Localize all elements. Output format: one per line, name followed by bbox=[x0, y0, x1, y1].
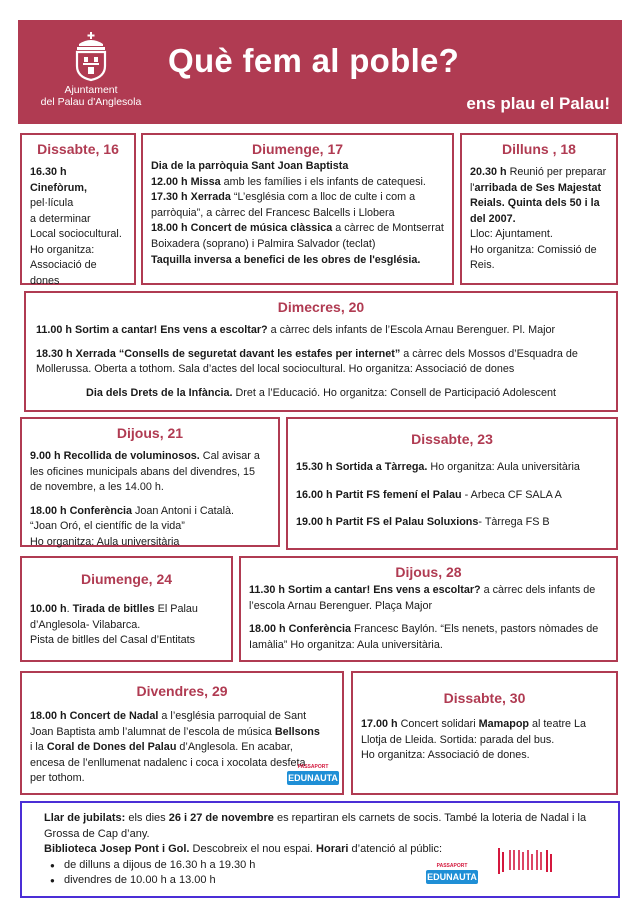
event-item: 12.00 h Missa amb les famílies i els infants de catequesi. bbox=[151, 175, 426, 188]
tagline: ens plau el Palau! bbox=[466, 94, 610, 113]
event-box-saturday-30 bbox=[351, 671, 618, 795]
day-title: Dijous, 21 bbox=[116, 425, 184, 441]
header-banner bbox=[18, 20, 622, 124]
event-line: Pista de bitlles del Casal d’Entitats bbox=[30, 634, 196, 646]
day-title: Dissabte, 23 bbox=[411, 431, 493, 447]
event-item: 10.00 h. Tirada de bitlles El Palau d’Anglesola- Vilabarca. bbox=[30, 603, 198, 631]
edunauta-passport-badge: PASSAPORT EDUNAUTA bbox=[288, 764, 338, 783]
event-box-wednesday-20 bbox=[24, 291, 618, 412]
event-place: Lloc: Ajuntament. bbox=[470, 228, 553, 240]
event-item: 11.00 h Sortim a cantar! Ens vens a escoltar? a càrrec dels infants de l’Escola Arnau Berenguer. Pl. Major bbox=[36, 324, 556, 336]
event-box-monday-18 bbox=[460, 133, 618, 285]
list-item: ● divendres de 10.00 h a 13.00 h bbox=[50, 873, 606, 889]
event-item: 15.30 h Sortida a Tàrrega. Ho organitza: Aula universitària bbox=[296, 461, 580, 473]
day-title: Dijous, 28 bbox=[395, 564, 462, 580]
notice-senior-club: Llar de jubilats: els dies 26 i 27 de novembre es repartiran els carnets de socis. També la loteria de Nadal i la Grossa de Cap d’any. bbox=[44, 812, 587, 840]
event-organizer: Ho organitza: Aula universitària bbox=[30, 535, 180, 548]
event-item: 18.00 h Conferència Francesc Baylón. “Els nenets, pastors nòmades de Iamàlia” Ho organitza: Aula universitària. bbox=[249, 623, 599, 651]
event-box-saturday-23 bbox=[286, 417, 618, 550]
event-box-thursday-28 bbox=[239, 556, 618, 662]
day-title: Dilluns , 18 bbox=[502, 141, 576, 157]
event-box-saturday-16 bbox=[20, 133, 136, 285]
list-item: ● de dilluns a dijous de 16.30 h a 19.30 h bbox=[50, 858, 606, 874]
day-title: Divendres, 29 bbox=[136, 683, 228, 699]
event-organizer: Ho organitza: Comissió de Reis. bbox=[470, 243, 597, 271]
day-title: Dissabte, 16 bbox=[37, 141, 119, 157]
event-item: 18.00 h Concert de música clàssica a càrrec de Montserrat Boixadera (soprano) i Palmira Salvador (teclat) bbox=[151, 222, 444, 250]
event-line: pel·lícula bbox=[30, 197, 74, 209]
page-title: Què fem al poble? bbox=[168, 42, 460, 79]
day-title: Dimecres, 20 bbox=[277, 299, 365, 315]
day-title: Diumenge, 24 bbox=[80, 571, 173, 587]
org-line-2: del Palau d'Anglesola bbox=[40, 96, 142, 108]
day-title: Dissabte, 30 bbox=[443, 690, 526, 706]
event-organizer: Ho organitza: Associació de dones. bbox=[361, 749, 530, 761]
event-item: 17.00 h Concert solidari Mamapop al teatre La Llotja de Lleida. Sortida: parada del bus. bbox=[361, 718, 587, 746]
day-title: Diumenge, 17 bbox=[251, 141, 344, 157]
event-title: Cinefòrum, bbox=[30, 181, 87, 194]
event-item: 18.00 h Concert de Nadal a l’església parroquial de Sant Joan Baptista amb l’alumnat de l’escola de música Bellsons i la Coral de Dones del Palau d’Anglesola. En acabar, encesa de l’enllumenat nadalenc i coca i xocolata desfeta per tothom. bbox=[30, 710, 320, 784]
event-item: 16.00 h Partit FS femení el Palau - Arbeca CF SALA A bbox=[296, 488, 562, 501]
org-line-1: Ajuntament bbox=[64, 84, 118, 96]
event-line: Local sociocultural. bbox=[30, 228, 122, 240]
event-box-thursday-21 bbox=[20, 417, 280, 547]
event-line: “Joan Oró, el científic de la vida” bbox=[30, 520, 185, 532]
org-name bbox=[32, 84, 150, 108]
event-time: 16.30 h bbox=[30, 166, 67, 178]
event-item: 18.00 h Conferència Joan Antoni i Català. bbox=[30, 504, 235, 517]
event-item: 9.00 h Recollida de voluminosos. Cal avisar a les oficines municipals abans del divendres, 15 de novembre, a les 14.00 h. bbox=[30, 450, 260, 493]
event-box-sunday-17 bbox=[141, 133, 454, 285]
event-item: 20.30 h Reunió per preparar l'arribada de Ses Majestat Reials. Quinta dels 50 i la del 2007. bbox=[470, 166, 607, 225]
event-item: Dia dels Drets de la Infància. Dret a l’Educació. Ho organitza: Consell de Participació Adolescent bbox=[86, 386, 556, 399]
event-line: a determinar bbox=[30, 212, 91, 225]
event-item: 11.30 h Sortim a cantar! Ens vens a escoltar? a càrrec dels infants de l’escola Arnau Berenguer. Plaça Major bbox=[249, 584, 596, 612]
event-intro: Dia de la parròquia Sant Joan Baptista bbox=[151, 160, 349, 172]
town-logo bbox=[32, 30, 150, 118]
coat-of-arms-icon bbox=[69, 30, 113, 82]
notice-library: Biblioteca Josep Pont i Gol. Descobreix el nou espai. Horari d’atenció al públic: bbox=[44, 843, 443, 855]
library-logo-icon bbox=[496, 840, 554, 886]
event-item: 17.30 h Xerrada “L’església com a lloc de culte i com a parròquia”, a càrrec del Francesc Balcells i Llobera bbox=[151, 191, 416, 219]
event-box-sunday-24 bbox=[20, 556, 233, 662]
edunauta-passport-badge: PASSAPORT EDUNAUTA bbox=[427, 863, 477, 882]
event-note: Taquilla inversa a benefici de les obres de l'església. bbox=[151, 253, 421, 266]
event-item: 19.00 h Partit FS el Palau Soluxions- Tàrrega FS B bbox=[296, 516, 550, 528]
event-item: 18.30 h Xerrada “Consells de seguretat davant les estafes per internet” a càrrec dels Mossos d’Esquadra de Mollerussa. Oberta a tothom. Sala d’actes del local sociocultural. Ho organitza: Associació de dones bbox=[36, 347, 578, 375]
event-organizer: Ho organitza: Associació de dones bbox=[30, 243, 97, 287]
